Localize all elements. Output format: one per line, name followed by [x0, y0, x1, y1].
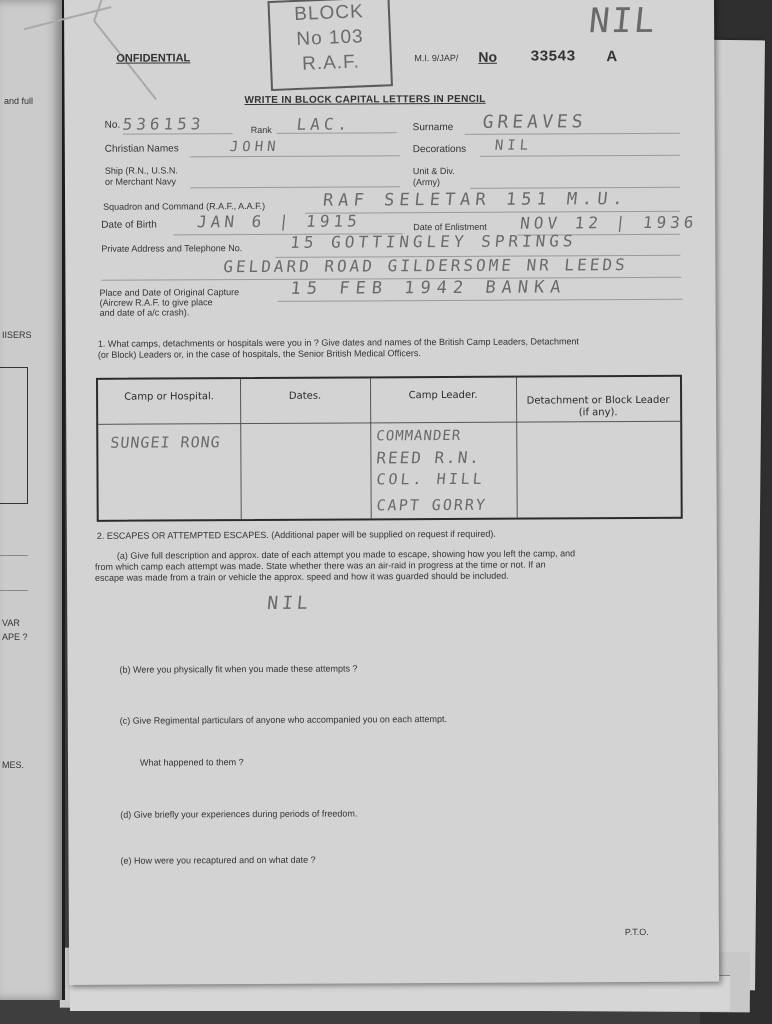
question-2c-subtext: What happened to them ? [139, 757, 244, 768]
date-of-birth-label: Date of Birth [101, 219, 157, 231]
question-2e-text: (e) How were you recaptured and on what date ? [120, 854, 316, 866]
classification-label: ONFIDENTIAL [116, 52, 191, 65]
decorations-value: NIL [493, 137, 533, 154]
christian-names-label: Christian Names [104, 143, 179, 155]
camps-table [96, 375, 683, 522]
left-page-fragment: APE ? [2, 632, 28, 642]
question-1-text-continued: (or Block) Leaders or, in the case of hospitals, the Senior British Medical Officers. [97, 348, 421, 360]
question-2a-answer: NIL [266, 592, 313, 614]
question-2d-text: (d) Give briefly your experiences during periods of freedom. [120, 808, 358, 820]
unit-label-continued: (Army) [412, 177, 440, 188]
left-page-fragment: MES. [2, 760, 25, 770]
left-page [0, 0, 65, 1000]
capture-value: 15 FEB 1942 BANKA [289, 277, 568, 299]
nil-annotation: NIL [587, 0, 659, 42]
question-2a-text-continued: from which camp each attempt was made. State whether there was an air-raid in progress at the time or not. If an [94, 559, 546, 572]
column-header-dates: Dates. [288, 390, 322, 402]
question-2b-text: (b) Were you physically fit when you made these attempts ? [119, 663, 358, 675]
left-page-fragment: IISERS [2, 330, 32, 340]
rank-label: Rank [250, 124, 272, 136]
block-stamp [267, 0, 393, 91]
field-line [190, 186, 400, 188]
camp-leader-value: REED R.N. [375, 447, 483, 468]
capture-label-continued: (Aircrew R.A.F. to give place [99, 297, 213, 308]
address-value-line-1: 15 GOTTINGLEY SPRINGS [289, 231, 578, 252]
squadron-value: RAF SELETAR 151 M.U. [322, 189, 629, 211]
column-header-camp-leader: Camp Leader. [408, 389, 478, 402]
camp-leader-value: CAPT GORRY [375, 495, 488, 515]
enlistment-value: NOV 12 | 1936 [519, 212, 699, 233]
address-value-line-2: GELDARD ROAD GILDERSOME NR LEEDS [222, 255, 629, 277]
left-page-rule [0, 590, 28, 591]
table-header-rule [98, 421, 680, 425]
left-page-box [0, 367, 28, 504]
stamp-line: BLOCK [293, 1, 365, 26]
unit-label: Unit & Div. [412, 165, 455, 177]
camp-leader-value: COL. HILL [375, 469, 486, 489]
decorations-label: Decorations [412, 143, 467, 156]
field-line [190, 155, 400, 157]
number-label: No [478, 48, 498, 65]
stamp-line: R.A.F. [301, 51, 361, 75]
stamp-line: No 103 [295, 26, 365, 50]
question-2a-text: (a) Give full description and approx. date of each attempt you made to escape, showing how you left the camp, and [116, 548, 576, 561]
ship-label: Ship (R.N., U.S.N. [104, 165, 178, 176]
form-page [64, 0, 719, 985]
service-number-label: No. [104, 119, 121, 131]
capture-label: Place and Date of Original Capture [99, 287, 240, 298]
capture-label-continued: and date of a/c crash). [99, 307, 190, 318]
question-2-heading: 2. ESCAPES OR ATTEMPTED ESCAPES. (Additional paper will be supplied on request if required). [96, 528, 496, 541]
surname-label: Surname [412, 121, 454, 134]
field-line [123, 133, 233, 135]
form-number: 33543 [530, 48, 576, 66]
please-turn-over: P.T.O. [624, 926, 649, 938]
field-line [480, 155, 680, 157]
service-number-value: 536153 [121, 114, 206, 134]
left-page-fragment: VAR [2, 618, 20, 628]
form-reference: M.I. 9/JAP/ [414, 52, 459, 64]
column-header-camp: Camp or Hospital. [124, 391, 214, 403]
ship-label-continued: or Merchant Navy [104, 176, 177, 187]
question-2c-text: (c) Give Regimental particulars of anyone who accompanied you on each attempt. [119, 714, 447, 726]
left-page-rule [0, 555, 28, 556]
instruction-heading: WRITE IN BLOCK CAPITAL LETTERS IN PENCIL [244, 93, 486, 107]
column-header-detachment-leader: Detachment or Block Leader (if any). [526, 394, 670, 419]
surname-value: GREAVES [481, 111, 588, 133]
rank-value: LAC. [295, 114, 353, 134]
question-1-text: 1. What camps, detachments or hospitals were you in ? Give dates and names of the British Camp Leaders, Detachment [97, 336, 580, 349]
camp-leader-value: COMMANDER [375, 427, 462, 445]
left-page-fragment: and full [4, 96, 34, 106]
question-2a-text-continued: escape was made from a train or vehicle the approx. speed and how it was guarded should be included. [94, 570, 509, 583]
christian-names-value: JOHN [228, 138, 281, 156]
date-of-birth-value: JAN 6 | 1915 [196, 211, 362, 232]
tag-string [93, 0, 112, 21]
field-line [277, 132, 397, 134]
table-divider [516, 378, 518, 518]
address-label: Private Address and Telephone No. [101, 243, 243, 254]
form-suffix: A [606, 48, 618, 66]
field-line [278, 299, 683, 302]
enlistment-label: Date of Enlistment [413, 221, 487, 233]
field-line [465, 133, 680, 135]
camp-value: SUNGEI RONG [109, 433, 222, 452]
squadron-label: Squadron and Command (R.A.F., A.A.F.) [103, 200, 266, 212]
